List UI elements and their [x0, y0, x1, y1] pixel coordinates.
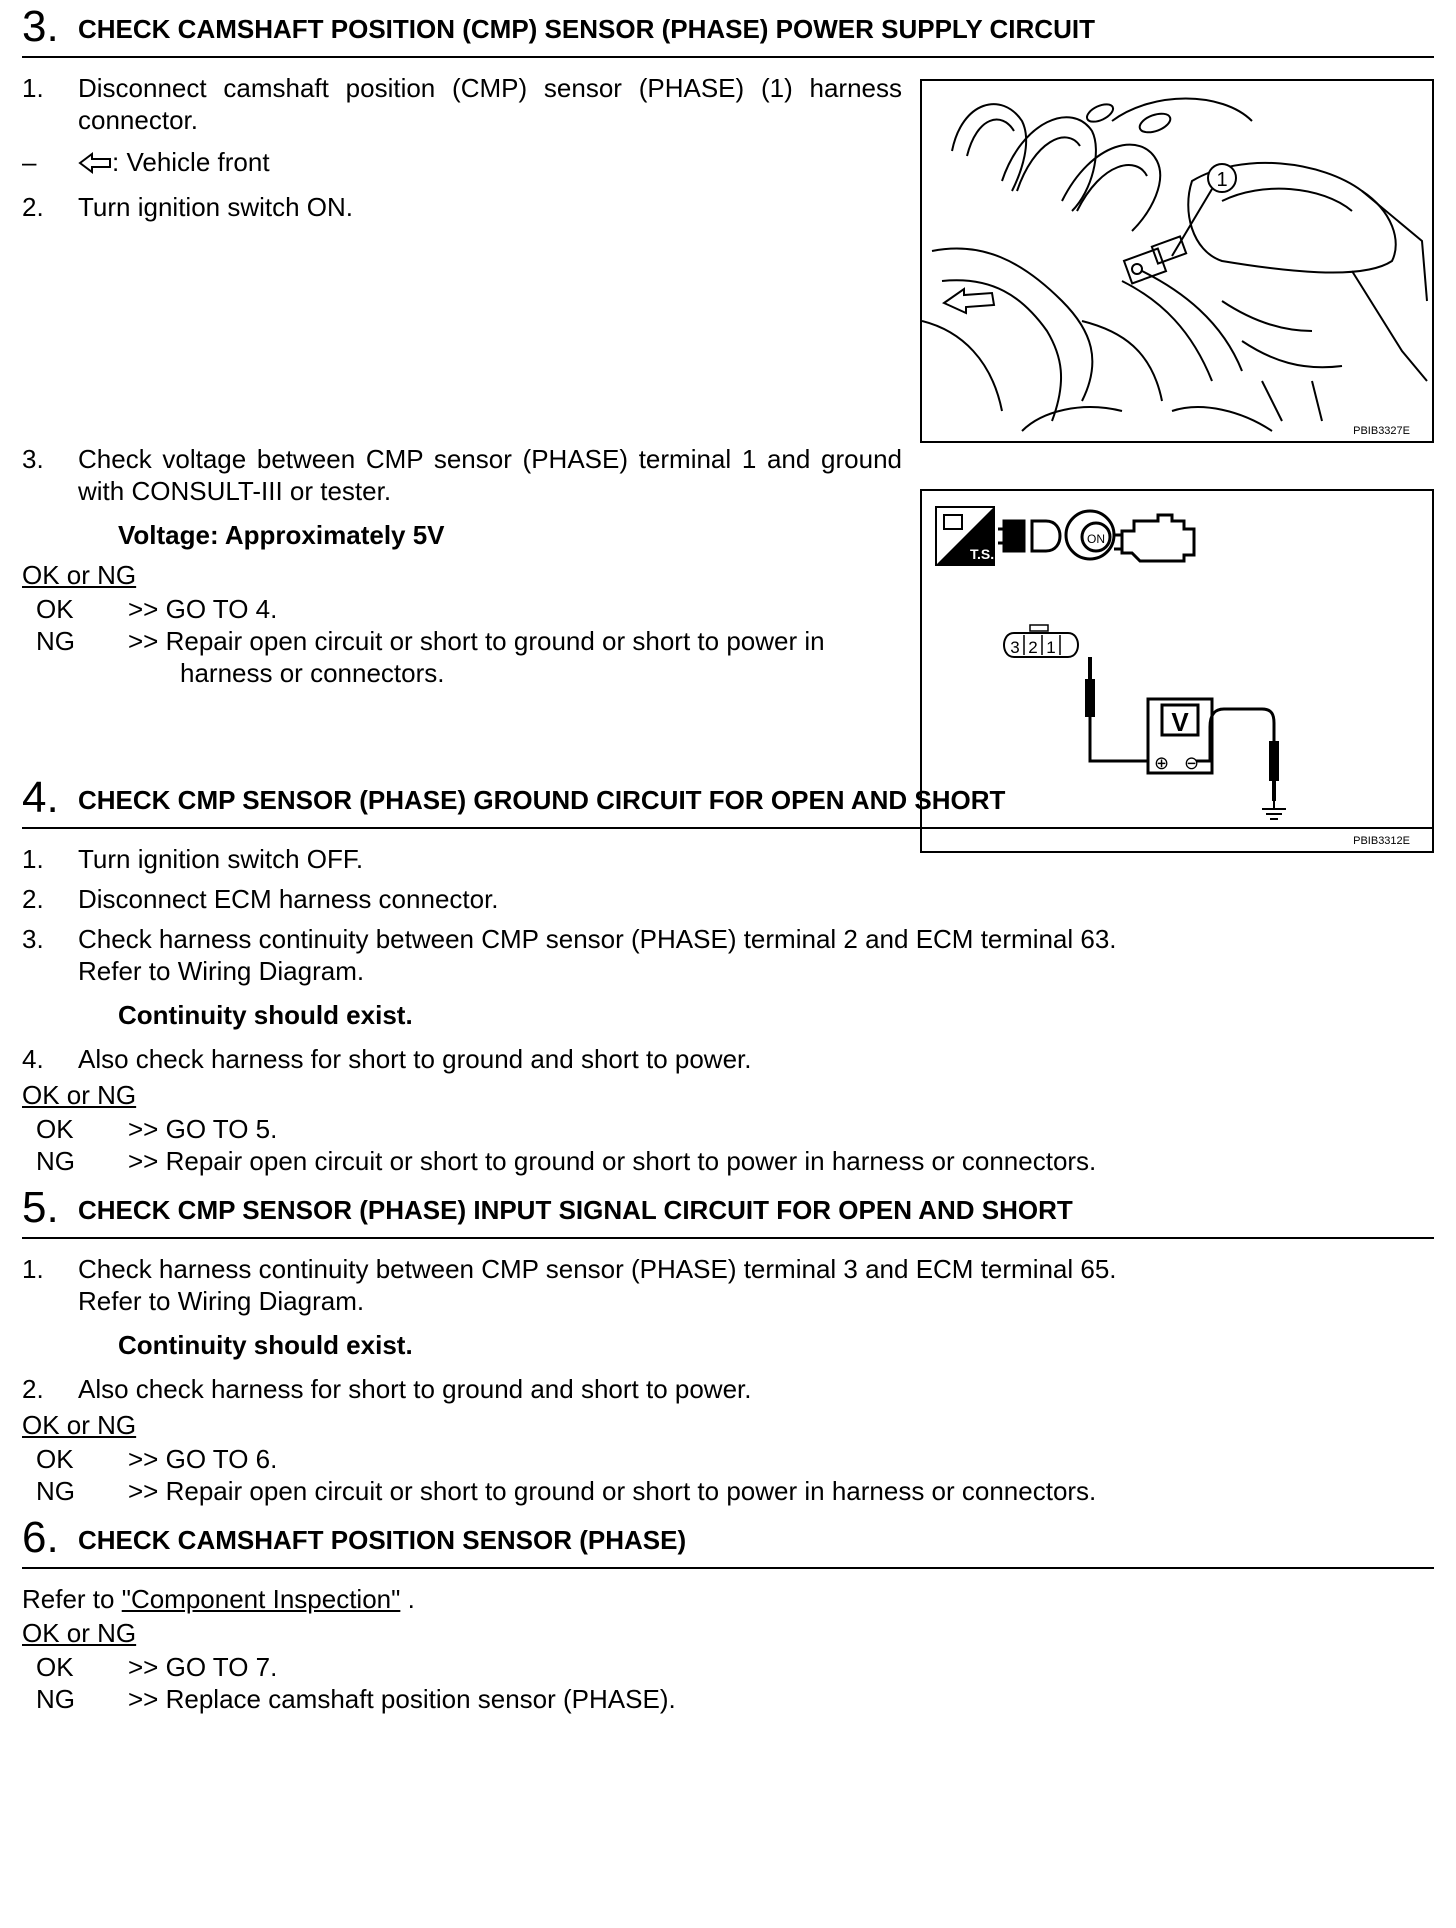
svg-text:⊖: ⊖: [1184, 753, 1200, 773]
callout-number: 1: [1216, 169, 1228, 191]
section-5-header: [22, 1181, 1434, 1239]
refer-line: Refer to "Component Inspection" .: [22, 1584, 415, 1614]
step-item: 3. Check voltage between CMP sensor (PHASE) terminal 1 and ground with CONSULT-III or tester.: [22, 444, 902, 506]
section-title: CHECK CMP SENSOR (PHASE) GROUND CIRCUIT FOR OPEN AND SHORT: [78, 785, 1006, 815]
connector-disconnect-icon: [998, 521, 1060, 551]
section-6-header: [22, 1511, 1434, 1569]
step-item: 3. Check harness continuity between CMP sensor (PHASE) terminal 2 and ECM terminal 63. Refer to Wiring Diagram.: [22, 924, 1117, 986]
engine-icon: [1114, 515, 1194, 561]
component-inspection-link[interactable]: "Component Inspection": [121, 1584, 401, 1614]
result-ng: NG >> Repair open circuit or short to ground or short to power in harness or connectors.: [36, 1476, 1097, 1506]
step-item: 1. Disconnect camshaft position (CMP) sensor (PHASE) (1) harness connector.: [22, 73, 902, 135]
result-ok: OK >> GO TO 4.: [36, 594, 278, 624]
svg-text:T.S.: T.S.: [970, 546, 995, 562]
section-title: CHECK CAMSHAFT POSITION SENSOR (PHASE): [78, 1525, 687, 1555]
svg-text:1: 1: [1046, 638, 1056, 657]
engine-illustration: [922, 81, 1432, 441]
result-ok: OK >> GO TO 5.: [36, 1114, 278, 1144]
vehicle-front-arrow-icon: [944, 289, 994, 313]
ok-or-ng-label: OK or NG: [22, 1080, 137, 1110]
step-item: 2. Also check harness for short to ground and short to power.: [22, 1374, 752, 1404]
step-item: 2. Turn ignition switch ON.: [22, 192, 354, 222]
svg-text:V: V: [1171, 707, 1189, 737]
section-3-steps-a: [22, 72, 902, 223]
step-item: 1. Check harness continuity between CMP sensor (PHASE) terminal 3 and ECM terminal 65. Refer to Wiring Diagram.: [22, 1254, 1117, 1316]
figure-code: PBIB3312E: [1353, 835, 1410, 847]
svg-text:ON: ON: [1087, 532, 1105, 546]
figure-code: PBIB3327E: [1353, 425, 1410, 437]
result-ok: OK >> GO TO 6.: [36, 1444, 278, 1474]
ok-or-ng-label: OK or NG: [22, 560, 137, 590]
ignition-on-icon: [1066, 511, 1114, 559]
section-4-header: [22, 771, 1434, 829]
step-item: 2. Disconnect ECM harness connector.: [22, 884, 499, 914]
svg-text:2: 2: [1028, 638, 1038, 657]
section-3-steps-b: [22, 443, 902, 689]
section-title: CHECK CAMSHAFT POSITION (CMP) SENSOR (PHASE) POWER SUPPLY CIRCUIT: [78, 14, 1095, 44]
vehicle-front-arrow-icon: [78, 149, 112, 181]
section-number: 3.: [22, 2, 59, 51]
step-item: – : Vehicle front: [22, 146, 902, 181]
section-number: 5.: [22, 1183, 59, 1232]
result-ok: OK >> GO TO 7.: [36, 1652, 278, 1682]
result-ng: NG >> Repair open circuit or short to ground or short to power in harness or connectors.: [36, 1146, 1097, 1176]
ok-or-ng-label: OK or NG: [22, 1410, 137, 1440]
spec-text: Continuity should exist.: [118, 1330, 413, 1360]
svg-text:3: 3: [1010, 638, 1020, 657]
section-number: 6.: [22, 1513, 59, 1562]
svg-text:⊕: ⊕: [1154, 753, 1170, 773]
ts-icon: [936, 507, 994, 565]
section-3-header: [22, 0, 1434, 58]
section-6-body: [22, 1583, 1434, 1715]
sensor-connector: [1004, 625, 1078, 657]
document-page: [22, 0, 1434, 1715]
step-item: 1. Turn ignition switch OFF.: [22, 844, 364, 874]
step-item: 4. Also check harness for short to ground and short to power.: [22, 1044, 752, 1074]
section-number: 4.: [22, 773, 59, 822]
section-4-body: [22, 843, 1434, 1177]
ok-or-ng-label: OK or NG: [22, 1618, 137, 1648]
result-ng: NG >> Replace camshaft position sensor (PHASE).: [36, 1684, 676, 1714]
result-ng: NG >> Repair open circuit or short to ground or short to power in harness or connectors.: [36, 626, 825, 688]
spec-text: Voltage: Approximately 5V: [118, 520, 445, 550]
section-title: CHECK CMP SENSOR (PHASE) INPUT SIGNAL CIRCUIT FOR OPEN AND SHORT: [78, 1195, 1073, 1225]
engine-bay-figure: [920, 79, 1434, 443]
section-5-body: [22, 1253, 1434, 1507]
probe-lead-positive: [1085, 657, 1150, 761]
spec-text: Continuity should exist.: [118, 1000, 413, 1030]
